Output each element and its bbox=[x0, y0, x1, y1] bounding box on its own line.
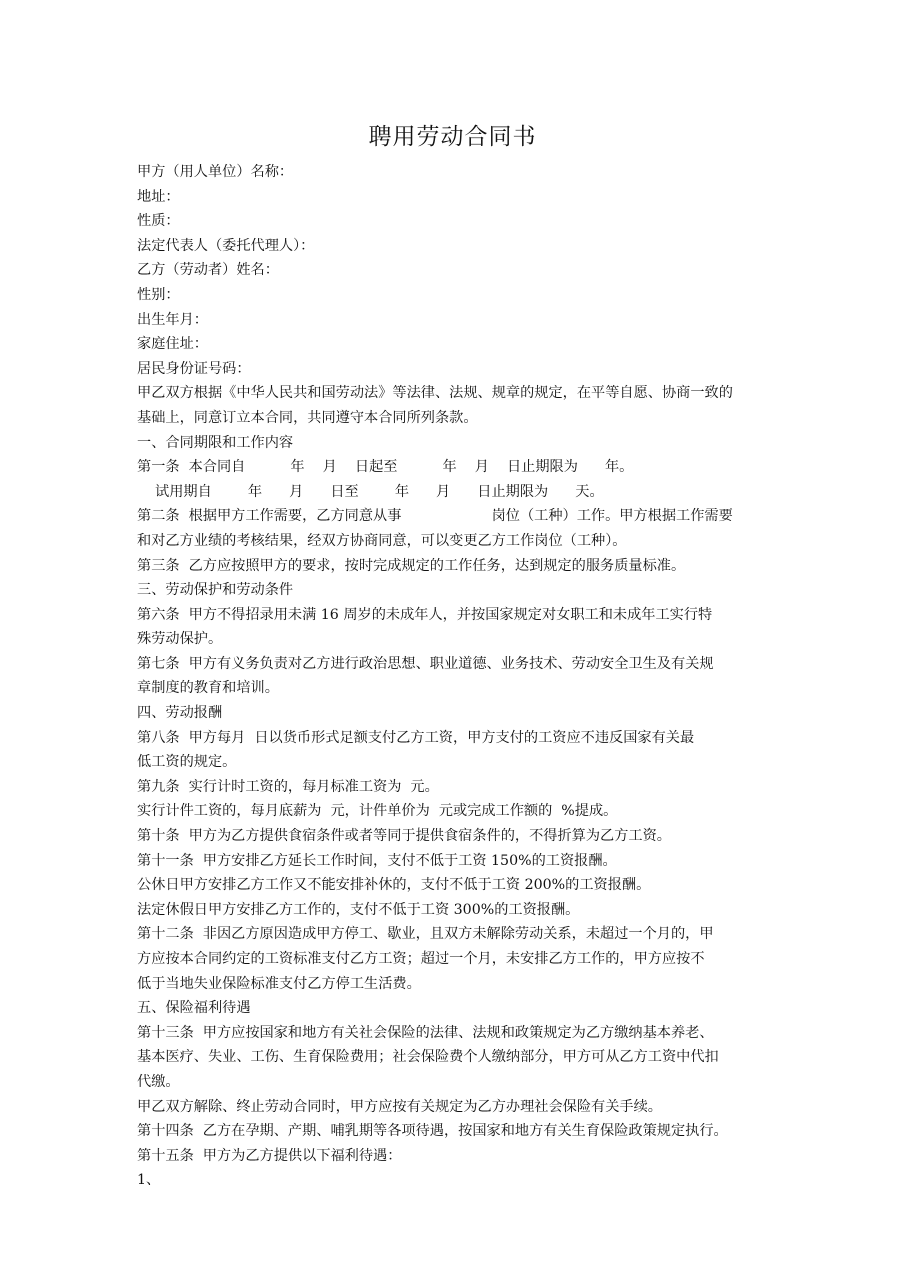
text-line: 第十一条 甲方安排乙方延长工作时间，支付不低于工资 150%的工资报酬。 bbox=[137, 852, 617, 869]
section-heading: 一、合同期限和工作内容 bbox=[137, 434, 294, 451]
text-line: 甲乙双方根据《中华人民共和国劳动法》等法律、法规、规章的规定，在平等自愿、协商一致的 bbox=[137, 385, 733, 402]
text-line: 第八条 甲方每月 日以货币形式足额支付乙方工资，甲方支付的工资应不违反国家有关最 bbox=[137, 729, 695, 746]
text-line: 代缴。 bbox=[137, 1073, 180, 1090]
text-line: 基本医疗、失业、工伤、生育保险费用；社会保险费个人缴纳部分，甲方可从乙方工资中代扣 bbox=[137, 1049, 719, 1066]
text-line: 第七条 甲方有义务负责对乙方进行政治思想、职业道德、业务技术、劳动安全卫生及有关规 bbox=[137, 655, 714, 672]
section-heading: 四、劳动报酬 bbox=[137, 705, 223, 722]
text-line: 章制度的教育和培训。 bbox=[137, 680, 279, 697]
text-line: 试用期自 年 月 日至 年 月 日止期限为 天。 bbox=[137, 483, 604, 500]
section-heading: 三、劳动保护和劳动条件 bbox=[137, 582, 294, 599]
text-line: 第九条 实行计时工资的，每月标准工资为 元。 bbox=[137, 778, 439, 795]
text-line: 第十条 甲方为乙方提供食宿条件或者等同于提供食宿条件的，不得折算为乙方工资。 bbox=[137, 828, 671, 845]
text-line: 第二条 根据甲方工作需要，乙方同意从事 岗位（工种）工作。甲方根据工作需要 bbox=[137, 508, 733, 525]
text-line: 性别： bbox=[137, 286, 180, 303]
text-line: 第十二条 非因乙方原因造成甲方停工、歇业，且双方未解除劳动关系，未超过一个月的，甲 bbox=[137, 926, 714, 943]
text-line: 和对乙方业绩的考核结果，经双方协商同意，可以变更乙方工作岗位（工种）。 bbox=[137, 532, 627, 549]
section-heading: 五、保险福利待遇 bbox=[137, 1000, 251, 1017]
text-line: 殊劳动保护。 bbox=[137, 631, 223, 648]
text-line: 实行计件工资的，每月底薪为 元，计件单价为 元或完成工作额的 %提成。 bbox=[137, 803, 618, 820]
text-line: 地址： bbox=[137, 188, 180, 205]
contract-body bbox=[137, 160, 777, 1193]
text-line: 第一条 本合同自 年 月 日起至 年 月 日止期限为 年。 bbox=[137, 459, 634, 476]
text-line: 甲方（用人单位）名称： bbox=[137, 164, 294, 180]
page-title: 聘用劳动合同书 bbox=[368, 124, 537, 150]
text-line: 第六条 甲方不得招录用未满 16 周岁的未成年人，并按国家规定对女职工和未成年工实行特 bbox=[137, 606, 713, 623]
text-line: 1、 bbox=[137, 1172, 161, 1189]
text-line: 第十五条 甲方为乙方提供以下福利待遇： bbox=[137, 1147, 402, 1164]
text-line: 出生年月： bbox=[137, 311, 208, 328]
text-line: 法定休假日甲方安排乙方工作的，支付不低于工资 300%的工资报酬。 bbox=[137, 901, 580, 918]
text-line: 第三条 乙方应按照甲方的要求，按时完成规定的工作任务，达到规定的服务质量标准。 bbox=[137, 557, 686, 574]
text-line: 性质： bbox=[137, 213, 180, 230]
text-line: 基础上，同意订立本合同，共同遵守本合同所列条款。 bbox=[137, 409, 478, 426]
text-line: 方应按本合同约定的工资标准支付乙方工资；超过一个月，未安排乙方工作的，甲方应按不 bbox=[137, 951, 705, 967]
text-line: 乙方（劳动者）姓名： bbox=[137, 262, 279, 279]
text-line: 法定代表人（委托代理人）： bbox=[137, 237, 315, 254]
text-line: 低于当地失业保险标准支付乙方停工生活费。 bbox=[137, 975, 421, 992]
text-line: 居民身份证号码： bbox=[137, 360, 251, 377]
text-line: 低工资的规定。 bbox=[137, 754, 237, 771]
text-line: 第十三条 甲方应按国家和地方有关社会保险的法律、法规和政策规定为乙方缴纳基本养老、 bbox=[137, 1024, 714, 1041]
text-line: 家庭住址： bbox=[137, 336, 208, 353]
text-line: 公休日甲方安排乙方工作又不能安排补休的，支付不低于工资 200%的工资报酬。 bbox=[137, 877, 651, 894]
text-line: 第十四条 乙方在孕期、产期、哺乳期等各项待遇，按国家和地方有关生育保险政策规定执行。 bbox=[137, 1123, 728, 1140]
text-line: 甲乙双方解除、终止劳动合同时，甲方应按有关规定为乙方办理社会保险有关手续。 bbox=[137, 1098, 662, 1115]
